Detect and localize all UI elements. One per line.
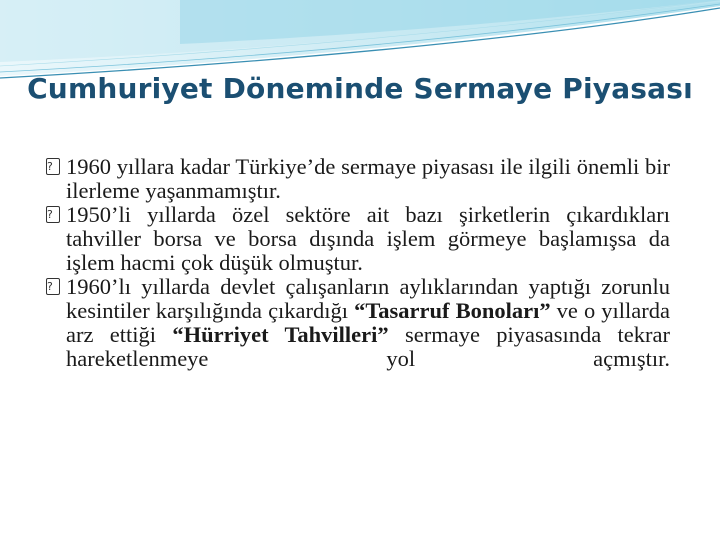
bullet-text: ve o yıllarda arz ettiği (66, 298, 670, 347)
bullet-list (46, 155, 670, 371)
bullet-item (46, 203, 670, 275)
bullet-item (46, 155, 670, 203)
bold-term-hurriyet-tahvilleri: “Hürriyet Tahvilleri” (172, 322, 389, 347)
slide-title: Cumhuriyet Döneminde Sermaye Piyasası (27, 72, 693, 105)
bullet-item (46, 275, 670, 371)
bullet-text-justified (66, 275, 670, 371)
bullet-text: 1950’li yıllarda özel sektöre ait bazı şirketlerin çıkardıkları tahviller borsa ve borsa dışında işlem görmeye başlamışsa da işlem hacmi çok düşük olmuştur. (66, 202, 670, 275)
missing-glyph-bullet-icon: ? (46, 158, 60, 175)
bullet-text: 1960 yıllara kadar Türkiye’de sermaye piyasası ile ilgili önemli bir ilerleme yaşanmamıştır. (66, 154, 670, 203)
bold-term-tasarruf-bonolari: “Tasarruf Bonoları” (354, 298, 551, 323)
bullet-text: 1960’lı yıllarda devlet çalışanların aylıklarından yaptığı zorunlu kesintiler karşılığında çıkardığı (66, 274, 670, 323)
missing-glyph-bullet-icon: ? (46, 278, 60, 295)
missing-glyph-bullet-icon: ? (46, 206, 60, 223)
bullet-text: sermaye piyasasında tekrar hareketlenmeye yol açmıştır. (66, 322, 670, 371)
